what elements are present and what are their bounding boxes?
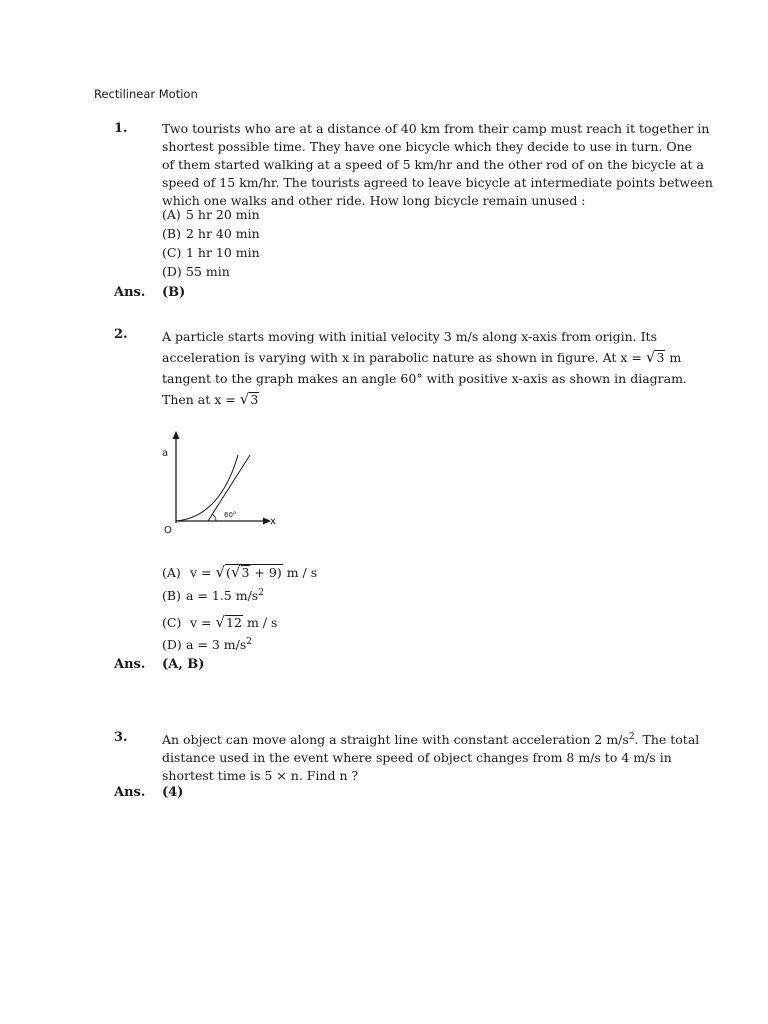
option-a <box>162 207 260 222</box>
radicand <box>225 564 283 580</box>
y-axis-label: a <box>162 448 169 459</box>
superscript: 2 <box>628 732 635 742</box>
option-label: (A) <box>162 207 181 222</box>
option-c <box>162 245 260 260</box>
question-line: speed of 15 km/hr. The tourists agreed to leave bicycle at intermediate points between <box>162 175 713 190</box>
math-text: + 9) <box>250 565 282 580</box>
question-text <box>162 120 713 210</box>
page-header: Rectilinear Motion <box>94 87 198 101</box>
angle-arc <box>212 514 216 521</box>
question-number: 3. <box>114 730 128 745</box>
option-text: 1 hr 10 min <box>186 245 260 260</box>
option-b <box>162 226 260 241</box>
option-d <box>162 264 230 279</box>
unit-text: m / s <box>286 565 318 580</box>
answer-value: (B) <box>162 285 186 300</box>
line-text: acceleration is varying with x in parabolic nature as shown in figure. At x = <box>162 350 642 365</box>
answer-label: Ans. <box>114 657 146 672</box>
sqrt-sign: √ <box>215 613 226 631</box>
option-b <box>162 588 264 603</box>
question-line <box>162 728 700 749</box>
question-line: which one walks and other ride. How long bicycle remain unused : <box>162 193 586 208</box>
unit-text: m <box>669 350 682 365</box>
option-text: 5 hr 20 min <box>186 207 260 222</box>
x-axis-label: x <box>270 516 276 527</box>
line-text: . The total <box>634 732 700 748</box>
answer-label: Ans. <box>114 285 146 300</box>
option-label: (D) <box>162 264 182 279</box>
option-c <box>162 613 277 631</box>
radicand: 3 <box>250 392 259 407</box>
option-text: 55 min <box>186 264 230 279</box>
unit-text: m / s <box>246 615 278 630</box>
question-line: tangent to the graph makes an angle 60° with positive x-axis as shown in diagram. <box>162 371 687 386</box>
sqrt-sign: √ <box>645 348 656 366</box>
acceleration-graph <box>150 425 290 540</box>
option-d <box>162 637 252 652</box>
question-line: A particle starts moving with initial velocity 3 m/s along x-axis from origin. Its <box>162 329 657 344</box>
question-line <box>162 389 640 410</box>
sqrt-sign: √ <box>230 563 241 581</box>
question-number: 1. <box>114 121 128 136</box>
option-label: (C) <box>162 615 182 630</box>
option-label: (C) <box>162 245 182 260</box>
angle-label: 60° <box>224 511 237 519</box>
sqrt-sign: √ <box>239 390 250 408</box>
question-line: shortest possible time. They have one bicycle which they decide to use in turn. One <box>162 139 693 154</box>
question-line: distance used in the event where speed of object changes from 8 m/s to 4 m/s in <box>162 750 672 766</box>
option-a <box>162 563 317 581</box>
superscript: 2 <box>246 637 253 647</box>
line-text: An object can move along a straight line with constant acceleration 2 m/s <box>162 732 629 748</box>
option-label: (A) <box>162 565 181 580</box>
math-text: ( <box>226 565 231 580</box>
radicand: 3 <box>656 350 665 365</box>
answer-value: (4) <box>162 785 184 800</box>
line-text: Then at x = <box>162 392 236 407</box>
superscript: 2 <box>258 588 264 598</box>
question-text <box>162 326 687 410</box>
radicand: 3 <box>241 565 250 580</box>
option-label: (B) <box>162 226 181 241</box>
option-text: a = 3 m/s <box>186 637 247 653</box>
question-line: of them started walking at a speed of 5 km/hr and the other rod of on the bicycle at a <box>162 157 704 172</box>
question-text <box>162 728 700 785</box>
sqrt-sign: √ <box>215 563 226 581</box>
option-label: (D) <box>162 637 182 653</box>
question-line: Two tourists who are at a distance of 40 km from their camp must reach it together in <box>162 121 710 136</box>
math-text: v = <box>189 615 212 630</box>
answer-value: (A, B) <box>162 657 205 672</box>
question-number: 2. <box>114 327 128 342</box>
question-line <box>162 347 682 368</box>
option-label: (B) <box>162 588 181 604</box>
question-line: shortest time is 5 × n. Find n ? <box>162 768 359 784</box>
option-text: 2 hr 40 min <box>186 226 260 241</box>
y-axis-arrow <box>173 431 180 439</box>
origin-label: O <box>164 525 172 536</box>
answer-label: Ans. <box>114 785 146 800</box>
math-text: v = <box>189 565 212 580</box>
radicand: 12 <box>226 615 242 630</box>
option-text: a = 1.5 m/s <box>186 588 259 604</box>
